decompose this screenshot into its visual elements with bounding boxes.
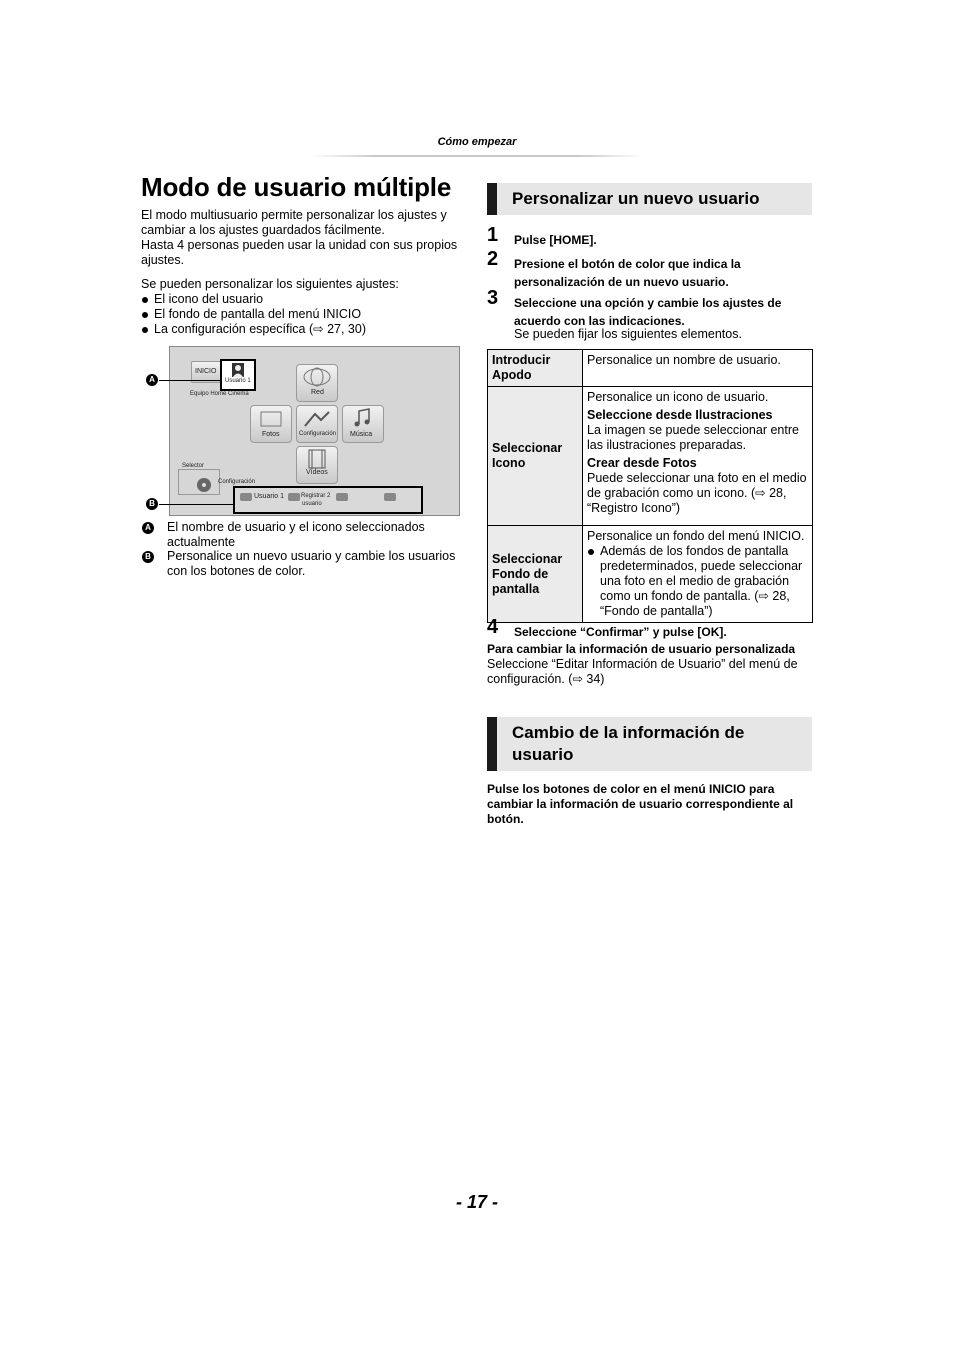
section-title: Personalizar un nuevo usuario — [512, 189, 760, 208]
step-number: 4 — [487, 616, 499, 638]
config2-label: Configuración — [218, 479, 256, 485]
change-info-note — [487, 642, 813, 687]
section-heading-change — [487, 717, 812, 771]
configuracion-label: Configuración — [299, 431, 337, 437]
intro-paragraph-2: Hasta 4 personas pueden usar la unidad con sus propios ajustes. — [141, 238, 458, 267]
tools-icon — [297, 406, 337, 430]
btn2-label-1: Registrar 2 — [301, 493, 331, 499]
videos-label: Vídeos — [306, 469, 328, 476]
legend-a-text: El nombre de usuario y el icono seleccionados actualmente — [167, 520, 425, 549]
step-text: Seleccione una opción y cambie los ajustes de acuerdo con las indicaciones. — [514, 296, 782, 328]
row-description: Personalice un nombre de usuario. — [583, 350, 813, 387]
music-note-icon — [343, 406, 383, 430]
step-text: Seleccione “Confirmar” y pulse [OK]. — [514, 625, 727, 639]
device-label: Equipo Home Cinema — [190, 391, 249, 397]
row-label: Seleccionar Fondo de pantalla — [488, 526, 583, 623]
marker-a: A — [146, 374, 158, 386]
table-row — [488, 350, 813, 387]
user-icon-box — [220, 359, 256, 391]
step-number: 3 — [487, 287, 499, 309]
legend-marker-b: B — [142, 551, 154, 563]
film-icon — [297, 447, 337, 471]
icon-option-text: Puede seleccionar una foto en el medio de grabación como un icono. (⇨ 28, “Registro Icono”) — [587, 471, 807, 515]
change-info-text: Seleccione “Editar Información de Usuario” del menú de configuración. (⇨ 34) — [487, 657, 798, 686]
musica-label: Música — [350, 431, 373, 438]
wallpaper-bullet: Además de los fondos de pantalla predeterminados, puede seleccionar una foto en el medio de grabación como un fondo de pantalla. (⇨ 28, “Fondo de pantalla”) — [587, 544, 808, 619]
marker-b: B — [146, 498, 158, 510]
list-item: La configuración específica (⇨ 27, 30) — [141, 322, 466, 337]
red-label: Red — [311, 389, 324, 396]
page-title: Modo de usuario múltiple — [141, 172, 452, 202]
list-item: El fondo de pantalla del menú INICIO — [141, 307, 466, 322]
row-description — [583, 526, 813, 623]
header-divider — [310, 155, 644, 157]
legend-marker-a: A — [142, 522, 154, 534]
color-button — [288, 493, 300, 501]
selector-label: Selector — [182, 463, 205, 469]
color-button — [240, 493, 252, 501]
photos-tile — [250, 405, 292, 443]
change-info-title: Para cambiar la información de usuario personalizada — [487, 642, 796, 656]
row-label: Introducir Apodo — [488, 350, 583, 387]
user-label: Usuario 1 — [225, 378, 251, 384]
home-menu-illustration — [169, 346, 460, 516]
videos-tile — [296, 446, 338, 484]
section-bar — [487, 183, 497, 215]
step3-note: Se pueden fijar los siguientes elementos. — [514, 327, 742, 341]
network-tile — [296, 364, 338, 402]
step-text: Pulse [HOME]. — [514, 233, 597, 247]
legend-b-text: Personalice un nuevo usuario y cambie los usuarios con los botones de color. — [167, 549, 456, 578]
section-heading-personalize — [487, 183, 812, 215]
section2-instructions: Pulse los botones de color en el menú INICIO para cambiar la información de usuario correspondiente al botón. — [487, 782, 794, 826]
settings-tile — [296, 405, 338, 443]
btn2-label-2: usuario — [302, 501, 322, 507]
wallpaper-intro: Personalice un fondo del menú INICIO. — [587, 529, 805, 543]
color-buttons-bar — [233, 486, 423, 514]
user-avatar-icon — [222, 361, 254, 379]
row-description — [583, 387, 813, 526]
icon-option-title: Seleccione desde Ilustraciones — [587, 408, 773, 422]
fotos-label: Fotos — [262, 431, 280, 438]
list-intro: Se pueden personalizar los siguientes ajustes: — [141, 277, 399, 291]
disc-icon — [178, 469, 220, 495]
folder-icon — [251, 406, 291, 430]
table-row — [488, 526, 813, 623]
icon-intro: Personalice un icono de usuario. — [587, 390, 769, 404]
section-bar — [487, 717, 497, 771]
step-number: 2 — [487, 248, 499, 270]
intro-text — [141, 208, 466, 337]
globe-icon — [297, 365, 337, 389]
list-item: El icono del usuario — [141, 292, 466, 307]
page-number: - 17 - — [455, 1192, 498, 1212]
inicio-label: INICIO — [195, 368, 217, 375]
step-text: Presione el botón de color que indica la personalización de un nuevo usuario. — [514, 257, 741, 289]
settings-table — [487, 349, 813, 623]
leader-line-a — [159, 380, 220, 381]
icon-option-title: Crear desde Fotos — [587, 456, 697, 470]
intro-paragraph-1: El modo multiusuario permite personalizar los ajustes y cambiar a los ajustes guardados fácilmente. — [141, 208, 447, 237]
icon-option-text: La imagen se puede seleccionar entre las ilustraciones preparadas. — [587, 423, 799, 452]
row-label: Seleccionar Icono — [488, 387, 583, 526]
color-button — [336, 493, 348, 501]
section-header: Cómo empezar — [437, 136, 517, 148]
music-tile — [342, 405, 384, 443]
section-title: Cambio de la información de usuario — [512, 723, 745, 764]
color-button — [384, 493, 396, 501]
leader-line-b — [159, 504, 233, 505]
btn1-label: Usuario 1 — [254, 493, 284, 500]
step-number: 1 — [487, 224, 499, 246]
table-row — [488, 387, 813, 526]
